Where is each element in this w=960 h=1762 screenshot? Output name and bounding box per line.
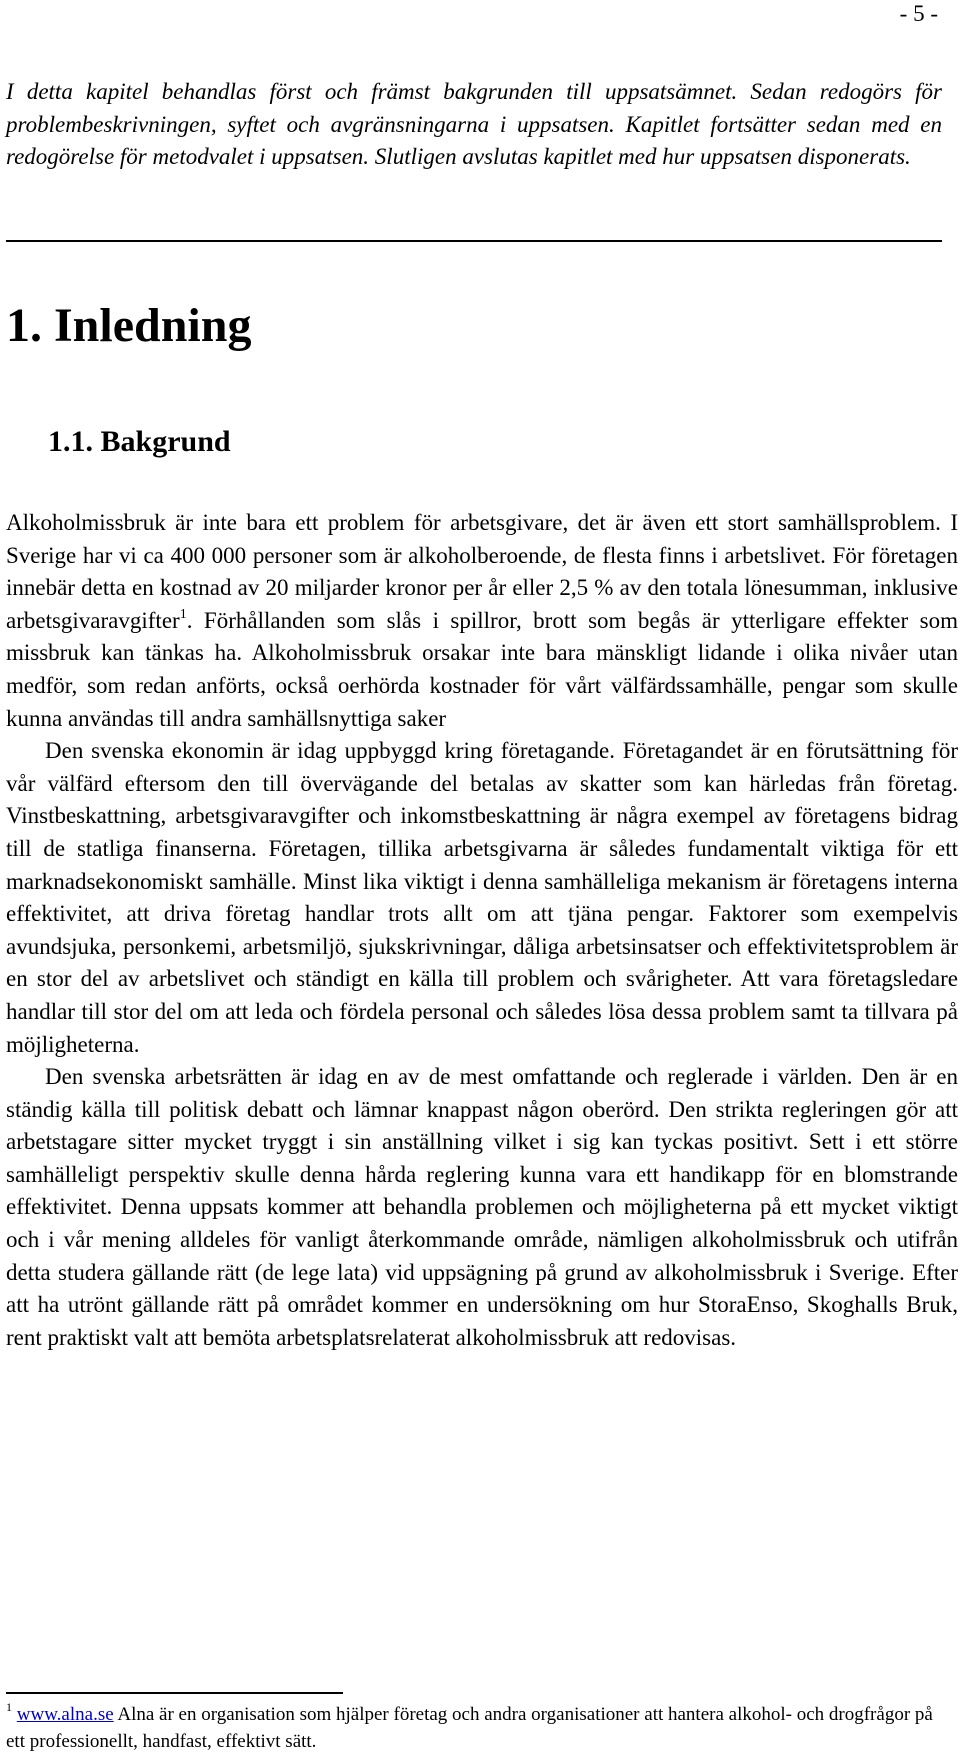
paragraph-2: Den svenska ekonomin är idag uppbyggd kring företagande. Företagandet är en förutsättning för vår välfärd eftersom den till övervägande del betalas av skatter som kan härledas från företag. Vinstbeskattning, arbetsgivaravgifter och inkomstbeskattning är några exempel av företagens bidrag till de statliga finanserna. Företagen, tillika arbetsgivarna är således fundamentalt viktiga för ett marknadsekonomiskt samhälle. Minst lika viktigt i denna samhälleliga mekanism är företagens interna effektivitet, att driva företag handlar trots allt om att tjäna pengar. Faktorer som exempelvis avundsjuka, personkemi, arbetsmiljö, sjukskrivningar, dåliga arbetsinsatser och effektivitetsproblem är en stor del av arbetslivet och ständigt en källa till problem och svårigheter. Att vara företagsledare handlar till stor del om att leda och fördela personal och således lösa dessa problem samt ta tillvara på möjligheterna.	[6, 738, 958, 1057]
paragraph-3: Den svenska arbetsrätten är idag en av de mest omfattande och reglerade i världen. Den är en ständig källa till politisk debatt och lämnar knappast någon oberörd. Den strikta regleringen gör att arbetstagare sitter mycket tryggt i sin anställning vilket i sig kan tyckas positivt. Sett i ett större samhälleligt perspektiv skulle denna hårda reglering kunna vara ett handikapp för en blomstrande effektivitet. Denna uppsats kommer att behandla problemen och möjligheterna på ett mycket viktigt och i vår mening alldeles för vanligt återkommande område, nämligen alkoholmissbruk och utifrån detta studera gällande rätt (de lege lata) vid uppsägning på grund av alkoholmissbruk i Sverige. Efter att ha utrönt gällande rätt på området kommer en undersökning om hur StoraEnso, Skoghalls Bruk, rent praktiskt valt att bemöta arbetsplatsrelaterat alkoholmissbruk att redovisas.	[6, 1064, 958, 1350]
body-text	[6, 507, 958, 1354]
footnote-marker: 1	[6, 1700, 12, 1714]
footnote-reference[interactable]: 1	[179, 606, 187, 622]
footnote-text: Alna är en organisation som hjälper företag och andra organisationer att hantera alkohol- och drogfrågor på ett professionellt, handfast, effektivt sätt.	[6, 1704, 933, 1752]
paragraph-1-part-1: Alkoholmissbruk är inte bara ett problem för arbetsgivare, det är även ett stort samhällsproblem. I Sverige har vi ca 400 000 personer som är alkoholberoende, de flesta finns i arbetslivet. För företagen innebär detta en kostnad av 20 miljarder kronor per år eller 2,5 % av den totala lönesumman, inklusive arbetsgivaravgifter	[6, 510, 958, 633]
chapter-title: 1. Inledning	[6, 299, 252, 352]
footnote-divider	[6, 1692, 343, 1694]
footnote-link[interactable]: www.alna.se	[16, 1704, 114, 1725]
paragraph-1-part-2: . Förhållanden som slås i spillror, brott som begås är ytterligare effekter som missbruk kan tänkas ha. Alkoholmissbruk orsakar inte bara mänskligt lidande i olika nivåer utan medför, som redan anförts, också oerhörda kostnader för vårt välfärdssamhälle, pengar som skulle kunna användas till andra samhällsnyttiga saker	[6, 607, 958, 731]
chapter-intro: I detta kapitel behandlas först och främst bakgrunden till uppsatsämnet. Sedan redogörs för problembeskrivningen, syftet och avgränsningarna i uppsatsen. Kapitlet fortsätter sedan med en redogörelse för metodvalet i uppsatsen. Slutligen avslutas kapitlet med hur uppsatsen disponerats.	[6, 79, 942, 170]
page-number: - 5 -	[899, 1, 938, 26]
paragraph-1	[6, 507, 958, 735]
footnote	[6, 1701, 946, 1755]
intro-divider	[6, 240, 942, 242]
section-title: 1.1. Bakgrund	[48, 425, 231, 458]
